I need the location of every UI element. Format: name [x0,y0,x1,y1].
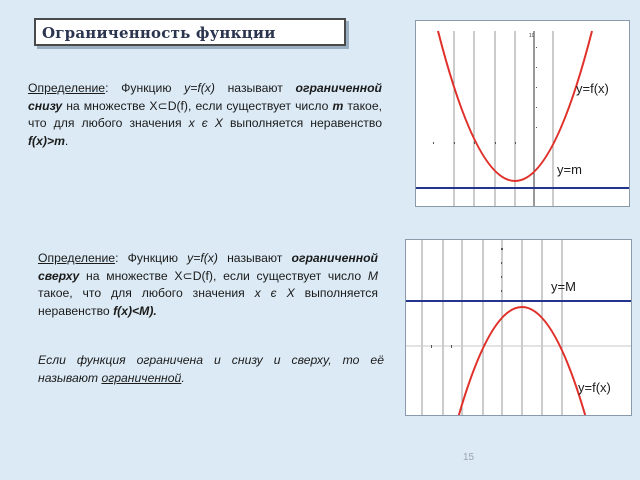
x-in-set: x є X [254,286,295,300]
note-text: Если функция ограничена и снизу и сверху, то её называют [38,353,384,385]
definition-bounded-above [38,250,378,320]
graph-bounded-below-plot [416,21,629,206]
inequality-lower: f(x)>m [28,133,65,148]
graph-bounded-above [405,239,632,416]
definition-text: такое, что для любого значения [38,286,255,300]
number-M: M [367,268,378,283]
tick-marks [431,248,503,348]
definition-text: называют [214,81,296,95]
bounded-below-term: ограниченной снизу [28,81,382,113]
tick-marks [433,47,537,144]
title-box [34,18,346,46]
bound-label: y=m [557,162,582,177]
definition-text: такое, что для любого значения [28,98,382,130]
definition-text: выполняется неравенство [38,286,378,318]
definition-text: называют [217,251,292,265]
page-number: 15 [463,452,475,463]
inequality-upper: f(x)<M). [113,303,157,318]
definition-text: на множестве X⊂D(f), если существует число [79,268,368,283]
axis-tick-label: 10 [529,33,535,39]
definition-colon: : [115,251,119,265]
note-end: . [181,370,185,385]
definition-bounded-below [28,80,382,150]
slide-title: Ограниченность функции [42,24,276,42]
graph-bounded-below [415,20,630,207]
x-in-set: x є X [188,116,223,130]
curve-label: y=f(x) [576,81,609,96]
bounded-term: ограниченной [101,370,182,385]
definition-colon: : [105,81,109,95]
definition-lead: Определение [38,251,116,265]
bound-label: y=M [551,279,576,294]
definition-lead: Определение [28,81,106,95]
function-notation: y=f(x) [184,81,215,95]
curve-label: y=f(x) [578,380,611,395]
bounded-above-term: ограниченной сверху [38,251,378,283]
definition-text: Функцию [118,251,188,265]
definition-text: выполняется неравенство [222,116,382,130]
grid-lines [454,31,553,206]
definition-text: на множестве X⊂D(f), если существует число [62,98,333,113]
definition-text: Функцию [108,81,185,95]
bounded-note [38,352,384,387]
grid-lines [422,240,562,415]
definition-end: . [64,133,69,148]
function-notation: y=f(x) [187,251,218,265]
number-m: m [332,98,344,113]
